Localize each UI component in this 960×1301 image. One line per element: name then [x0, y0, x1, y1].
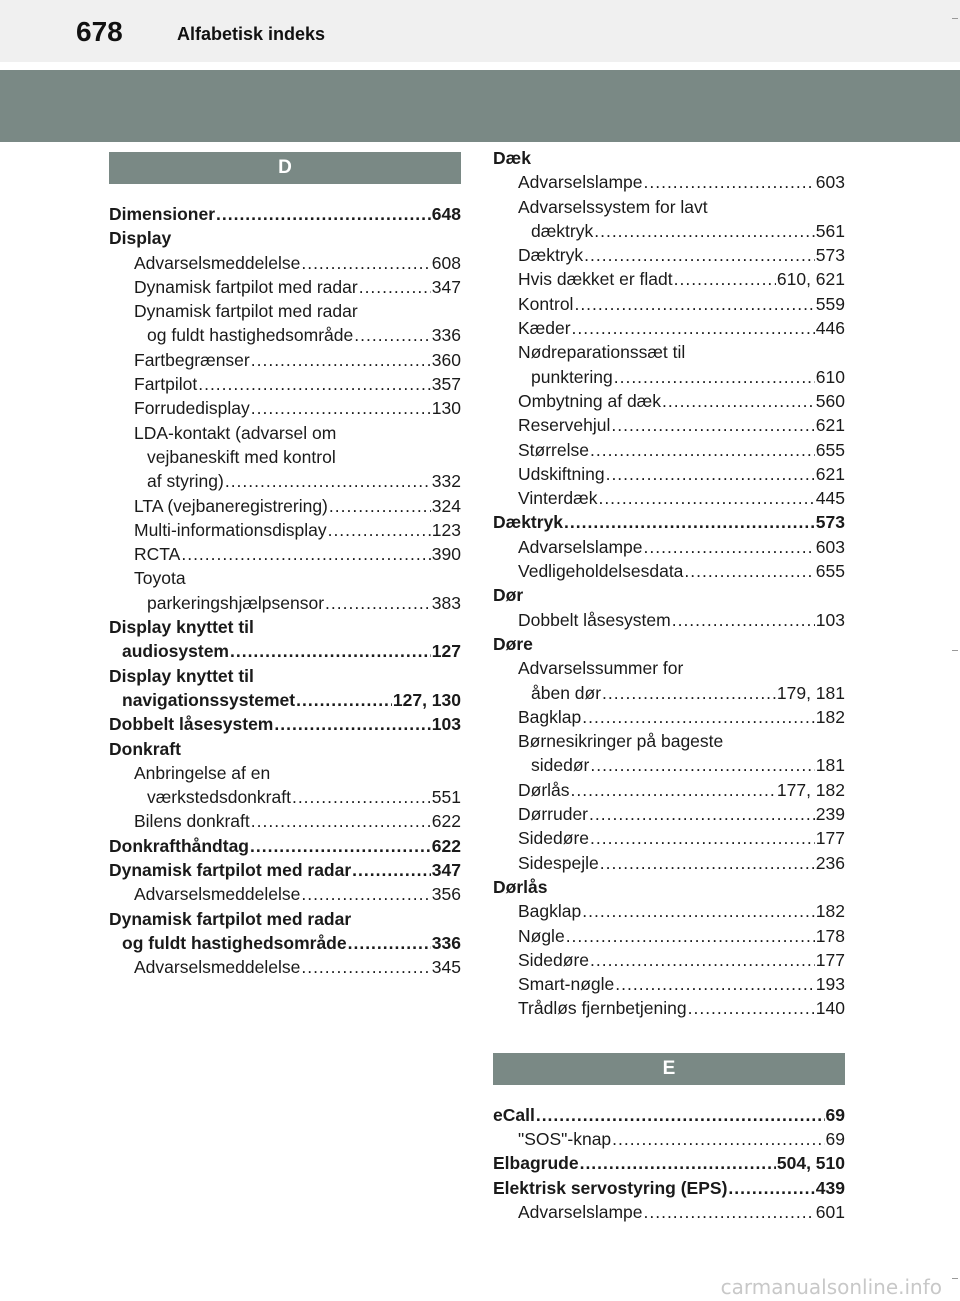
index-entry: [493, 535, 845, 559]
page-header: [0, 0, 960, 62]
entry-label: audiosystem: [122, 641, 229, 662]
index-entry: [109, 469, 461, 493]
index-entry: [109, 688, 461, 712]
entry-label: Reservehjul: [518, 415, 611, 436]
entry-page: 182: [815, 706, 845, 727]
leader-dots: [590, 753, 814, 777]
entry-page: 69: [825, 1128, 845, 1149]
index-entry: [109, 882, 461, 906]
entry-label: LTA (vejbaneregistrering): [134, 495, 328, 516]
entry-page: 336: [431, 932, 461, 953]
leader-dots: [644, 170, 815, 194]
index-entry: [493, 705, 845, 729]
entry-label: Vinterdæk: [518, 488, 598, 509]
entry-label: Dæk: [493, 148, 531, 168]
index-entry: [493, 1151, 845, 1175]
entry-label: Advarselssystem for lavt: [518, 196, 708, 217]
entry-label: Elbagrude: [493, 1153, 579, 1174]
leader-dots: [571, 778, 776, 802]
entry-page: 360: [431, 349, 461, 370]
index-entry: [493, 559, 845, 583]
entry-label: "SOS"-knap: [518, 1128, 612, 1149]
entry-label: Bagklap: [518, 901, 582, 922]
page-number: 678: [76, 16, 123, 47]
leader-dots: [602, 681, 776, 705]
leader-dots: [612, 1127, 824, 1151]
entry-page: 560: [815, 390, 845, 411]
entry-label: Ombytning af dæk: [518, 390, 661, 411]
leader-dots: [301, 882, 430, 906]
entry-page: 127, 130: [392, 689, 461, 710]
entry-page: 347: [431, 860, 461, 881]
entry-label: Display knyttet til: [109, 665, 254, 686]
leader-dots: [582, 705, 815, 729]
entry-page: 559: [815, 293, 845, 314]
entry-page: 140: [815, 998, 845, 1019]
index-entry: [493, 899, 845, 923]
entry-page: 177: [815, 949, 845, 970]
leader-dots: [606, 462, 815, 486]
index-entry: [109, 907, 461, 931]
entry-label: Display: [109, 228, 172, 249]
entry-label: eCall: [493, 1104, 535, 1125]
entry-label: Smart-nøgle: [518, 974, 615, 995]
entry-page: 621: [815, 415, 845, 436]
leader-dots: [582, 899, 815, 923]
entry-label: Sidedøre: [518, 828, 590, 849]
leader-dots: [600, 851, 815, 875]
entry-label: Dobbelt låsesystem: [518, 609, 671, 630]
leader-dots: [251, 809, 431, 833]
leader-dots: [348, 931, 431, 955]
index-entry: [493, 316, 845, 340]
leader-dots: [564, 510, 815, 534]
leader-dots: [359, 275, 431, 299]
leader-dots: [225, 469, 431, 493]
entry-page: 610, 621: [776, 269, 845, 290]
entry-label: Advarselssummer for: [518, 658, 684, 679]
entry-label: Toyota: [134, 568, 186, 589]
index-entry: [109, 445, 461, 469]
leader-dots: [674, 267, 776, 291]
leader-dots: [301, 251, 430, 275]
entry-label: Børnesikringer på bageste: [518, 731, 724, 752]
entry-page: 179, 181: [776, 682, 845, 703]
leader-dots: [590, 438, 815, 462]
entry-page: 601: [815, 1201, 845, 1222]
index-entry: [109, 737, 461, 761]
entry-page: 181: [815, 755, 845, 776]
entry-label: Dynamisk fartpilot med radar: [134, 276, 358, 297]
index-entry: [109, 542, 461, 566]
entry-page: 69: [825, 1104, 845, 1125]
entry-page: 648: [431, 204, 461, 224]
index-entry: [493, 1103, 845, 1127]
entry-label: åben dør: [531, 682, 602, 703]
leader-dots: [574, 292, 814, 316]
entry-label: sidedør: [531, 755, 590, 776]
leader-dots: [688, 996, 815, 1020]
entry-label: Sidespejle: [518, 852, 599, 873]
entry-label: Forrudedisplay: [134, 398, 250, 419]
index-entry: [109, 664, 461, 688]
index-entry: [109, 275, 461, 299]
entry-label: LDA-kontakt (advarsel om: [134, 422, 337, 443]
leader-dots: [584, 243, 815, 267]
entry-label: Advarselsmeddelelse: [134, 884, 301, 905]
index-entry: [493, 340, 845, 364]
index-entry: [109, 348, 461, 372]
entry-label: Advarselslampe: [518, 536, 643, 557]
index-entry: [493, 1176, 845, 1200]
index-entry: [493, 753, 845, 777]
entry-page: 347: [431, 276, 461, 297]
entry-page: 178: [815, 925, 845, 946]
leader-dots: [181, 542, 430, 566]
index-entry: [493, 510, 845, 534]
entry-label: Donkraft: [109, 738, 181, 759]
entry-label: Sidedøre: [518, 949, 590, 970]
entry-label: Bagklap: [518, 706, 582, 727]
index-entry: [109, 251, 461, 275]
index-entry: [493, 972, 845, 996]
leader-dots: [728, 1176, 814, 1200]
entry-page: 655: [815, 561, 845, 582]
entry-label: Hvis dækket er fladt: [518, 269, 673, 290]
entry-label: Vedligeholdelsesdata: [518, 561, 684, 582]
left-entries: [109, 202, 461, 980]
entry-label: Bilens donkraft: [134, 811, 250, 832]
entry-label: navigationssystemet: [122, 689, 296, 710]
index-entry: [493, 267, 845, 291]
leader-dots: [594, 219, 815, 243]
entry-page: 336: [431, 325, 461, 346]
entry-page: 390: [431, 544, 461, 565]
right-entries-d: [493, 146, 845, 1021]
index-entry: [493, 583, 845, 607]
entry-label: Døre: [493, 633, 533, 654]
index-entry: [109, 955, 461, 979]
index-entry: [109, 518, 461, 542]
entry-label: Display knyttet til: [109, 617, 254, 638]
entry-page: 123: [431, 519, 461, 540]
entry-label: dæktryk: [531, 220, 594, 241]
entry-page: 573: [815, 245, 845, 266]
entry-page: 177, 182: [776, 779, 845, 800]
index-entry: [493, 462, 845, 486]
leader-dots: [590, 948, 815, 972]
entry-label: Kontrol: [518, 293, 574, 314]
entry-page: 324: [431, 495, 461, 516]
entry-page: 573: [815, 512, 845, 533]
index-entry: [493, 924, 845, 948]
leader-dots: [216, 202, 431, 226]
index-entry: [109, 834, 461, 858]
entry-label: og fuldt hastighedsområde: [147, 325, 354, 346]
index-entry: [493, 438, 845, 462]
entry-label: Kæder: [518, 318, 571, 339]
entry-page: 236: [815, 852, 845, 873]
leader-dots: [251, 348, 431, 372]
index-entry: [493, 389, 845, 413]
leader-dots: [328, 518, 431, 542]
entry-page: 551: [431, 787, 461, 808]
index-entry: [493, 802, 845, 826]
entry-label: Dæktryk: [493, 512, 564, 533]
index-entry: [109, 202, 461, 226]
index-entry: [109, 809, 461, 833]
header-band: [0, 70, 960, 142]
entry-page: 610: [815, 366, 845, 387]
entry-label: Advarselsmeddelelse: [134, 252, 301, 273]
leader-dots: [251, 396, 431, 420]
index-entry: [109, 323, 461, 347]
entry-page: 608: [431, 252, 461, 273]
leader-dots: [296, 688, 392, 712]
entry-label: Størrelse: [518, 439, 589, 460]
index-entry: [109, 226, 461, 250]
leader-dots: [352, 858, 431, 882]
entry-page: 130: [431, 398, 461, 419]
entry-page: 357: [431, 374, 461, 395]
index-entry: [493, 243, 845, 267]
entry-page: 239: [815, 804, 845, 825]
entry-label: Elektrisk servostyring (EPS): [493, 1177, 728, 1198]
index-entry: [109, 615, 461, 639]
leader-dots: [572, 316, 815, 340]
entry-label: Dørlås: [518, 779, 570, 800]
section-letter-d: D: [109, 152, 461, 184]
index-entry: [109, 639, 461, 663]
entry-label: Dobbelt låsesystem: [109, 714, 274, 735]
index-entry: [493, 608, 845, 632]
entry-label: Fartbegrænser: [134, 349, 250, 370]
entry-page: 103: [431, 714, 461, 735]
index-entry: [493, 948, 845, 972]
index-entry: [109, 421, 461, 445]
entry-label: Advarselslampe: [518, 1201, 643, 1222]
index-entry: [493, 656, 845, 680]
index-entry: [493, 632, 845, 656]
index-entry: [493, 778, 845, 802]
leader-dots: [644, 1200, 815, 1224]
entry-label: Dynamisk fartpilot med radar: [134, 301, 358, 322]
leader-dots: [644, 535, 815, 559]
watermark: carmanualsonline.info: [720, 1275, 942, 1299]
index-entry: [493, 826, 845, 850]
entry-page: 332: [431, 471, 461, 492]
entry-page: 193: [815, 974, 845, 995]
index-entry: [493, 851, 845, 875]
index-entry: [493, 170, 845, 194]
entry-label: Dør: [493, 585, 524, 606]
entry-label: Advarselslampe: [518, 172, 643, 193]
entry-label: Udskiftning: [518, 463, 605, 484]
entry-label: Dynamisk fartpilot med radar: [109, 860, 352, 881]
leader-dots: [274, 712, 430, 736]
page-title: Alfabetisk indeks: [177, 24, 326, 44]
index-entry: [493, 486, 845, 510]
leader-dots: [598, 486, 814, 510]
entry-label: Dørlås: [493, 876, 548, 897]
entry-page: 439: [815, 1177, 845, 1198]
index-entry: [109, 858, 461, 882]
entry-page: 383: [431, 592, 461, 613]
entry-page: 621: [815, 463, 845, 484]
entry-label: Trådløs fjernbetjening: [518, 998, 687, 1019]
entry-page: 445: [815, 488, 845, 509]
leader-dots: [301, 955, 430, 979]
entry-label: Multi-informationsdisplay: [134, 519, 327, 540]
entry-page: 177: [815, 828, 845, 849]
index-entry: [109, 566, 461, 590]
leader-dots: [611, 413, 814, 437]
index-entry: [493, 195, 845, 219]
entry-label: Donkrafthåndtag: [109, 835, 249, 856]
leader-dots: [590, 826, 815, 850]
index-entry: [493, 292, 845, 316]
leader-dots: [250, 834, 431, 858]
index-entry: [493, 729, 845, 753]
right-column: [493, 146, 845, 1224]
entry-page: 603: [815, 536, 845, 557]
entry-label: punktering: [531, 366, 613, 387]
entry-label: Dynamisk fartpilot med radar: [109, 908, 352, 929]
index-entry: [109, 761, 461, 785]
entry-page: 127: [431, 641, 461, 662]
index-entry: [493, 146, 845, 170]
index-entry: [493, 1127, 845, 1151]
leader-dots: [325, 591, 431, 615]
entry-page: 622: [431, 835, 461, 856]
leader-dots: [566, 924, 815, 948]
leader-dots: [329, 494, 431, 518]
index-entry: [493, 219, 845, 243]
section-letter-e: E: [493, 1053, 845, 1085]
entry-label: Dimensioner: [109, 204, 215, 224]
index-entry: [109, 785, 461, 809]
entry-label: af styring): [147, 471, 224, 492]
leader-dots: [580, 1151, 776, 1175]
index-entry: [109, 591, 461, 615]
index-entry: [493, 996, 845, 1020]
leader-dots: [662, 389, 815, 413]
entry-page: 622: [431, 811, 461, 832]
index-entry: [493, 875, 845, 899]
entry-page: 182: [815, 901, 845, 922]
index-entry: [493, 681, 845, 705]
index-entry: [109, 396, 461, 420]
index-entry: [493, 365, 845, 389]
entry-label: Nødreparationssæt til: [518, 342, 686, 363]
right-entries-e: [493, 1103, 845, 1224]
leader-dots: [354, 323, 431, 347]
entry-page: 345: [431, 957, 461, 978]
entry-label: RCTA: [134, 544, 181, 565]
entry-label: parkeringshjælpsensor: [147, 592, 325, 613]
entry-label: og fuldt hastighedsområde: [122, 932, 347, 953]
entry-label: Advarselsmeddelelse: [134, 957, 301, 978]
entry-label: Dørruder: [518, 804, 589, 825]
leader-dots: [292, 785, 431, 809]
left-column: [109, 150, 461, 980]
entry-label: Fartpilot: [134, 374, 198, 395]
entry-page: 356: [431, 884, 461, 905]
entry-label: vejbaneskift med kontrol: [147, 446, 336, 467]
entry-label: Anbringelse af en: [134, 762, 271, 783]
index-entry: [109, 299, 461, 323]
entry-label: Dæktryk: [518, 245, 584, 266]
leader-dots: [684, 559, 814, 583]
index-entry: [109, 931, 461, 955]
leader-dots: [198, 372, 431, 396]
index-entry: [109, 712, 461, 736]
leader-dots: [614, 365, 815, 389]
entry-label: Nøgle: [518, 925, 565, 946]
index-entry: [109, 494, 461, 518]
leader-dots: [672, 608, 815, 632]
leader-dots: [230, 639, 431, 663]
entry-page: 603: [815, 172, 845, 193]
entry-page: 103: [815, 609, 845, 630]
leader-dots: [536, 1103, 825, 1127]
index-entry: [493, 1200, 845, 1224]
entry-page: 655: [815, 439, 845, 460]
index-entry: [493, 413, 845, 437]
leader-dots: [615, 972, 815, 996]
index-entry: [109, 372, 461, 396]
entry-label: værkstedsdonkraft: [147, 787, 291, 808]
entry-page: 446: [815, 318, 845, 339]
entry-page: 561: [815, 220, 845, 241]
leader-dots: [589, 802, 815, 826]
entry-page: 504, 510: [776, 1153, 845, 1174]
